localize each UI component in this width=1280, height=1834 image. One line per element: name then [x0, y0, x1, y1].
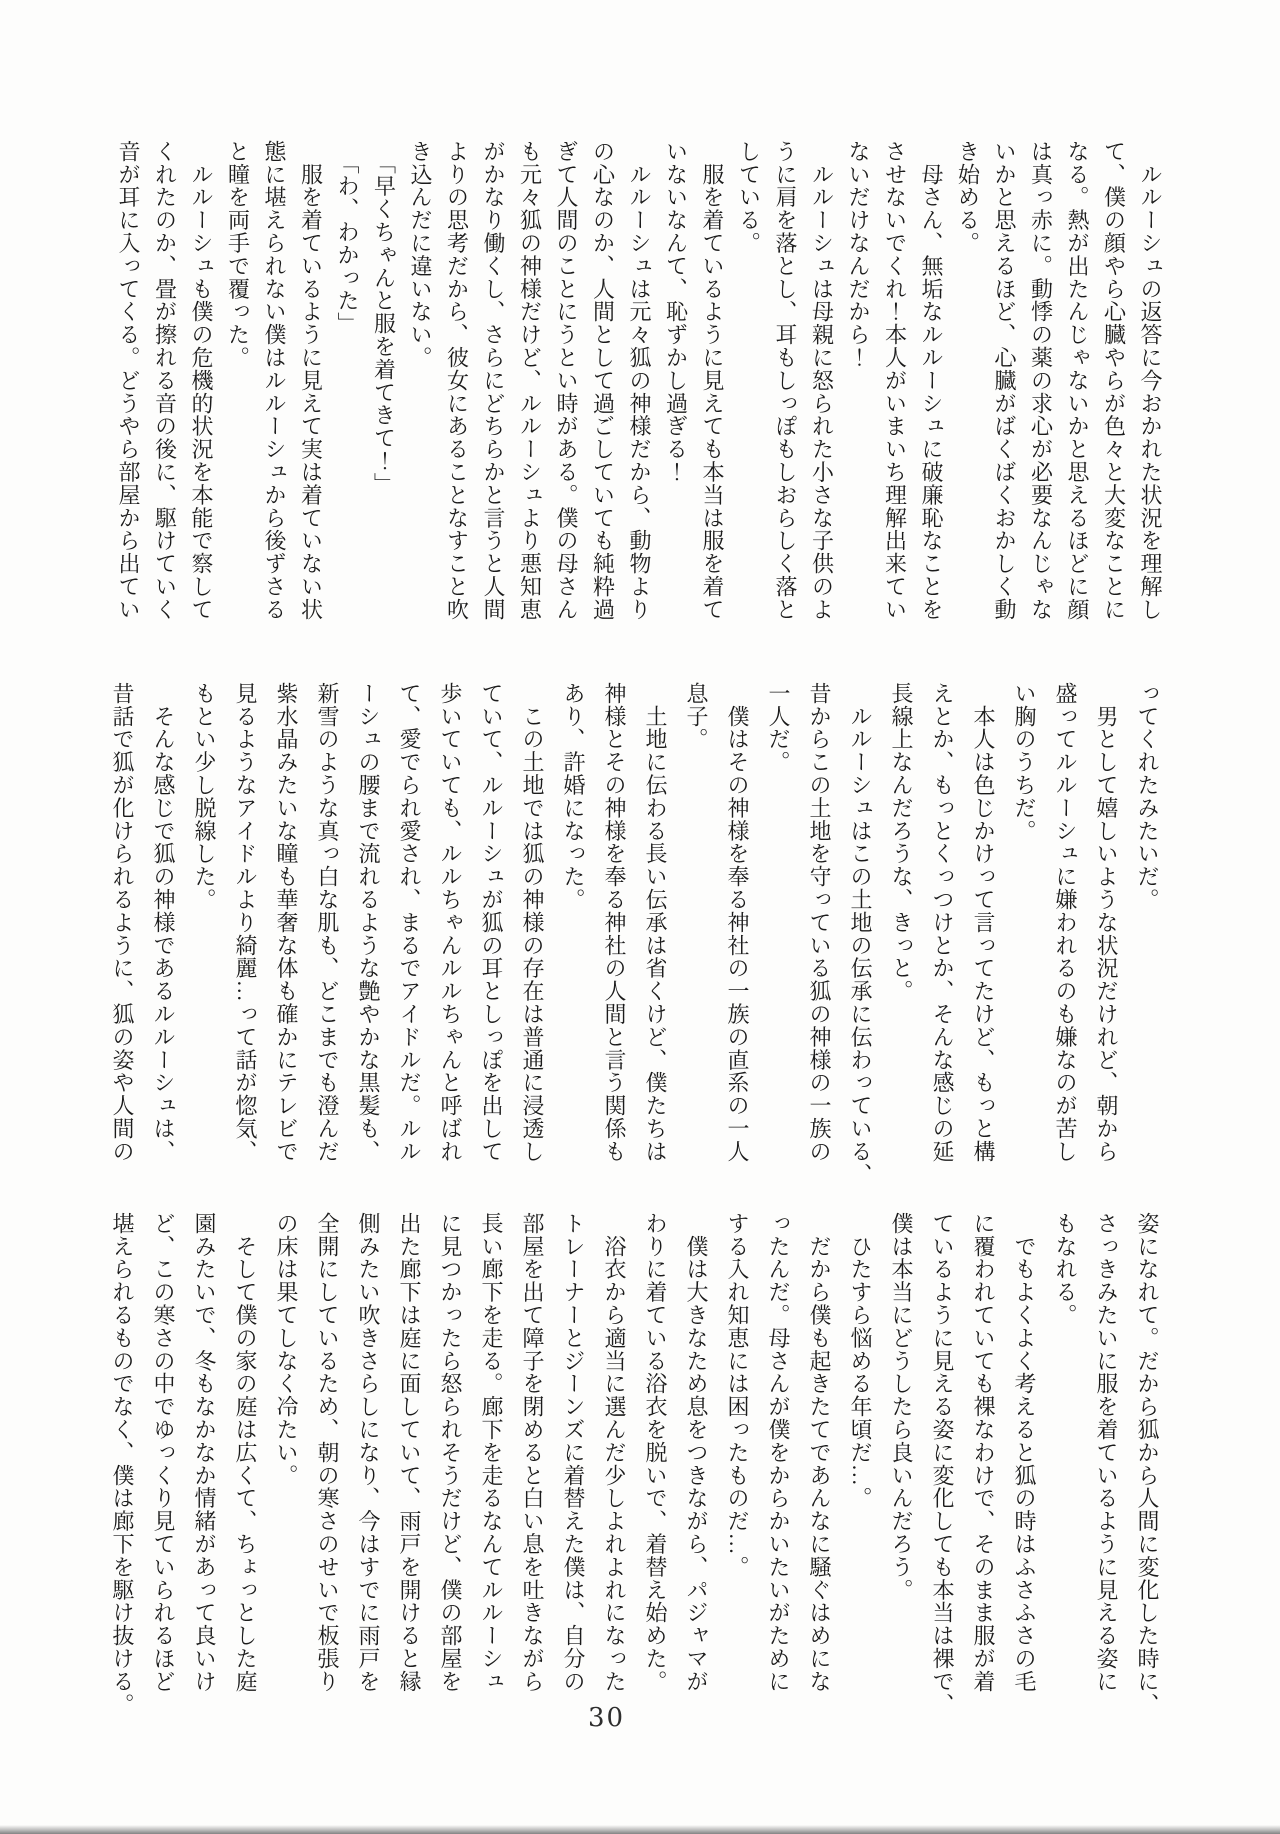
- text-column: そして僕の家の庭は広くて、ちょっとした庭: [233, 1212, 258, 1693]
- text-column: えとか、もっとくっつけとか、そんな感じの延: [930, 682, 955, 1163]
- text-column: 母さん、無垢なルルーシュに破廉恥なことを: [919, 140, 944, 621]
- text-column: でもよくよく考えると狐の時はふさふさの毛: [1012, 1212, 1037, 1693]
- text-column: き始める。: [955, 140, 981, 255]
- text-column: 僕は大きなため息をつきながら、パジャマが: [684, 1212, 709, 1693]
- text-column: 本人は色じかけって言ってたけど、もっと構: [971, 682, 996, 1163]
- text-column: いかと思えるほど、心臓がばくばくおかしく動: [992, 140, 1017, 621]
- text-column: 堪えられるものでなく、僕は廊下を駆け抜ける。: [110, 1212, 135, 1716]
- text-column: 「わ、わかった」: [335, 140, 360, 336]
- text-column: ているように見える姿に変化しても本当は裸で、: [930, 1212, 955, 1716]
- text-column: 僕はその神様を奉る神社の一族の直系の一人: [725, 682, 750, 1163]
- text-column: き込んだに違いない。: [408, 140, 433, 369]
- text-column: もなれる。: [1053, 1212, 1078, 1327]
- text-column: くれたのか、畳が擦れる音の後に、駆けていく: [152, 140, 178, 621]
- text-column: て、愛でられ愛され、まるでアイドルだ。ルル: [397, 682, 422, 1163]
- text-column: さっきみたいに服を着ているように見える姿に: [1094, 1212, 1119, 1693]
- text-column: 園みたいで、冬もなかなか情緒があって良いけ: [192, 1212, 217, 1693]
- text-column: 全開にしているため、朝の寒さのせいで板張り: [315, 1212, 340, 1693]
- text-band-middle: [102, 682, 1168, 1186]
- text-column: がかなり働くし、さらにどちらかと言うと人間: [481, 140, 506, 621]
- text-column: ったんだ。母さんが僕をからかいたいがために: [766, 1212, 791, 1693]
- text-column: に覆われていても裸なわけで、そのまま服が着: [971, 1212, 996, 1693]
- text-band-top: [110, 140, 1169, 623]
- text-column: 土地に伝わる長い伝承は省くけど、僕たちは: [643, 682, 668, 1163]
- text-column: 長い廊下を走る。廊下を走るなんてルルーシュ: [479, 1212, 504, 1693]
- text-column: トレーナーとジーンズに着替えた僕は、自分の: [561, 1212, 586, 1693]
- text-column: している。: [736, 140, 762, 255]
- text-column: させないでくれ！本人がいまいち理解出来てい: [882, 140, 908, 621]
- text-column: 態に堪えられない僕はルルーシュから後ずさる: [262, 140, 287, 621]
- text-column: この土地では狐の神様の存在は普通に浸透し: [520, 682, 545, 1163]
- text-column: 出た廊下は庭に面していて、雨戸を開けると縁: [397, 1212, 422, 1693]
- text-column: ど、この寒さの中でゆっくり見ていられるほど: [151, 1212, 176, 1693]
- text-column: ってくれたみたいだ。: [1135, 682, 1160, 911]
- text-column: 一人だ。: [766, 682, 791, 774]
- text-column: 服を着ているように見えても本当は服を着て: [700, 140, 725, 621]
- text-column: 姿になれて。だから狐から人間に変化した時に、: [1135, 1212, 1160, 1716]
- text-column: て、僕の顔やら心臓やらが色々と大変なことに: [1101, 140, 1127, 621]
- text-column: うに肩を落とし、耳もしっぽもしおらしく落と: [773, 140, 798, 621]
- text-column: 見るようなアイドルより綺麗…って話が惚気、: [233, 682, 258, 1163]
- text-column: 部屋を出て障子を閉めると白い息を吐きながら: [520, 1212, 545, 1693]
- text-column: 僕は本当にどうしたら良いんだろう。: [889, 1212, 914, 1602]
- text-column: ルルーシュは母親に怒られた小さな子供のよ: [809, 140, 835, 621]
- text-column: 「早くちゃんと服を着てきて！」: [371, 140, 397, 496]
- text-column: もとい少し脱線した。: [192, 682, 217, 911]
- text-column: 浴衣から適当に選んだ少しよれよれになった: [602, 1212, 627, 1693]
- text-column: 長線上なんだろうな、きっと。: [889, 682, 914, 1003]
- text-column: そんな感じで狐の神様であるルルーシュは、: [151, 682, 176, 1163]
- text-column: ルルーシュの返答に今おかれた状況を理解し: [1138, 140, 1163, 621]
- text-column: だから僕も起きたてであんなに騒ぐはめにな: [807, 1212, 832, 1693]
- text-column: に見つかったら怒られそうだけど、僕の部屋を: [438, 1212, 463, 1693]
- text-column: 神様とその神様を奉る神社の人間と言う関係も: [602, 682, 627, 1163]
- text-column: も元々狐の神様だけど、ルルーシュより悪知恵: [517, 140, 543, 621]
- text-column: と瞳を両手で覆った。: [225, 140, 251, 369]
- text-band-bottom: [102, 1212, 1168, 1716]
- text-column: ていて、ルルーシュが狐の耳としっぽを出して: [479, 682, 504, 1163]
- text-column: 男として嬉しいような状況だけれど、朝から: [1094, 682, 1119, 1163]
- text-column: は真っ赤に。動悸の薬の求心が必要なんじゃな: [1028, 140, 1054, 621]
- text-column: 歩いていても、ルルちゃんルルちゃんと呼ばれ: [438, 682, 463, 1163]
- text-column: する入れ知恵には困ったものだ…。: [725, 1212, 750, 1579]
- text-column: ルルーシュも僕の危機的状況を本能で察して: [189, 140, 214, 621]
- scan-edge-shadow: [0, 1825, 1280, 1834]
- text-column: ルルーシュは元々狐の神様だから、動物より: [627, 140, 652, 621]
- text-column: 盛ってルルーシュに嫌われるのも嫌なのが苦し: [1053, 682, 1078, 1163]
- text-column: 昔話で狐が化けられるように、狐の姿や人間の: [110, 682, 135, 1163]
- text-column: 昔からこの土地を守っている狐の神様の一族の: [807, 682, 832, 1163]
- text-column: よりの思考だから、彼女にあることなすこと吹: [444, 140, 470, 621]
- text-column: ないだけなんだから！: [846, 140, 871, 369]
- text-column: 息子。: [684, 682, 709, 751]
- text-column: ぎて人間のことにうとい時がある。僕の母さん: [554, 140, 579, 621]
- text-column: ルルーシュはこの土地の伝承に伝わっている、: [848, 682, 873, 1186]
- text-column: あり、許婚になった。: [561, 682, 586, 911]
- text-column: いないなんて、恥ずかし過ぎる！: [663, 140, 689, 484]
- text-column: 音が耳に入ってくる。どうやら部屋から出てい: [116, 140, 141, 621]
- text-column: なる。熱が出たんじゃないかと思えるほどに顔: [1065, 140, 1090, 621]
- text-column: の心なのか、人間として過ごしていても純粋過: [590, 140, 616, 621]
- text-column: 側みたい吹きさらしになり、今はすでに雨戸を: [356, 1212, 381, 1693]
- text-column: 紫水晶みたいな瞳も華奢な体も確かにテレビで: [274, 682, 299, 1163]
- text-column: わりに着ている浴衣を脱いで、着替え始めた。: [643, 1212, 668, 1693]
- text-column: 服を着ているように見えて実は着ていない状: [298, 140, 324, 621]
- text-column: ーシュの腰まで流れるような艶やかな黒髪も、: [356, 682, 381, 1163]
- text-column: 新雪のような真っ白な肌も、どこまでも澄んだ: [315, 682, 340, 1163]
- page-number: 30: [588, 1703, 626, 1733]
- text-column: ひたすら悩める年頃だ…。: [848, 1212, 873, 1510]
- text-column: い胸のうちだ。: [1012, 682, 1037, 843]
- text-column: の床は果てしなく冷たい。: [274, 1212, 299, 1487]
